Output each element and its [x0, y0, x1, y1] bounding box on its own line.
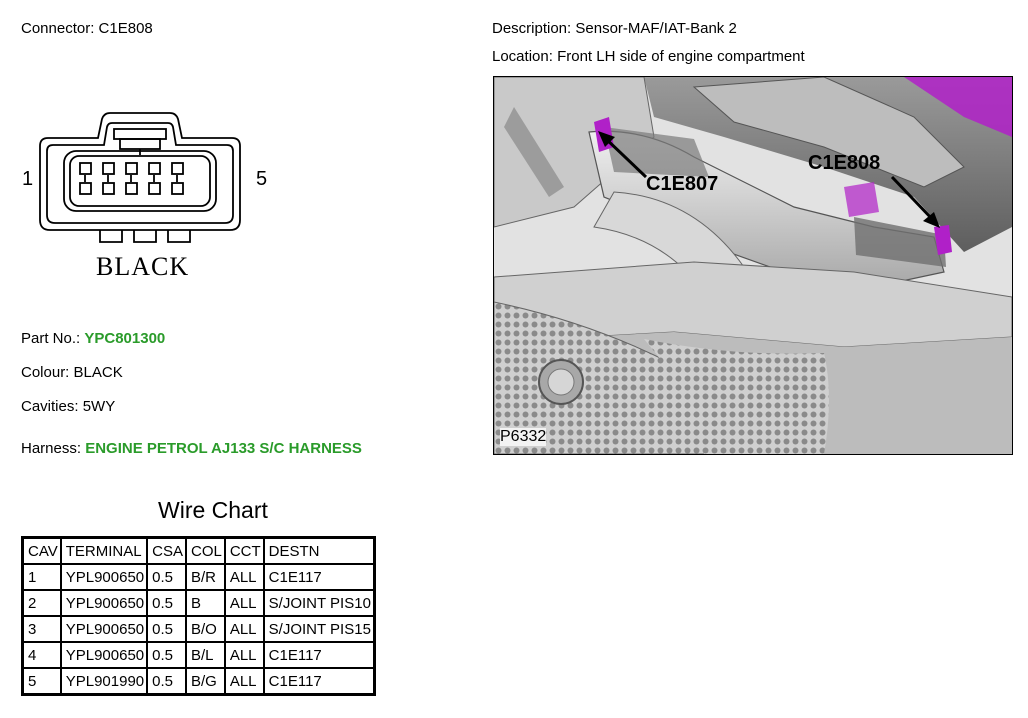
callout-c1e808: C1E808: [808, 152, 881, 174]
cell-csa: 0.5: [147, 616, 186, 642]
cell-terminal: YPL900650: [61, 564, 147, 590]
cell-col: B/R: [186, 564, 225, 590]
cell-csa: 0.5: [147, 642, 186, 668]
header-destn: DESTN: [264, 538, 375, 565]
callout-c1e807: C1E807: [646, 173, 719, 195]
cavities-line: [21, 398, 115, 415]
table-row: [23, 642, 375, 668]
part-label: Part No.:: [21, 330, 81, 347]
cell-cct: ALL: [225, 616, 264, 642]
harness-label: Harness:: [21, 440, 82, 457]
cell-csa: 0.5: [147, 564, 186, 590]
table-row: [23, 668, 375, 695]
location-value: Front LH side of engine compartment: [557, 48, 805, 65]
photo-reference: P6332: [500, 428, 547, 445]
cell-cct: ALL: [225, 668, 264, 695]
cell-col: B: [186, 590, 225, 616]
header-terminal: TERMINAL: [61, 538, 147, 565]
connector-face-diagram: [30, 105, 250, 250]
header-cct: CCT: [225, 538, 264, 565]
cell-terminal: YPL901990: [61, 668, 147, 695]
connector-label: Connector:: [21, 20, 95, 37]
header-csa: CSA: [147, 538, 186, 565]
part-number-line: [21, 330, 165, 347]
pin-4: [149, 163, 160, 174]
location-label: Location:: [492, 48, 553, 65]
description-value: Sensor-MAF/IAT-Bank 2: [575, 20, 737, 37]
connector-value: C1E808: [98, 20, 153, 37]
harness-line: [21, 440, 362, 457]
location-line: [492, 48, 805, 65]
bottom-rib-left: [100, 230, 122, 242]
cell-cct: ALL: [225, 590, 264, 616]
cell-cct: ALL: [225, 642, 264, 668]
part-value: YPC801300: [84, 330, 166, 347]
table-row: [23, 564, 375, 590]
colour-value: BLACK: [73, 364, 123, 381]
cell-csa: 0.5: [147, 590, 186, 616]
cell-destn: C1E117: [264, 668, 375, 695]
bottom-rib-right: [168, 230, 190, 242]
wire-chart-title: Wire Chart: [158, 497, 268, 523]
cell-col: B/G: [186, 668, 225, 695]
connector-pin-block: [64, 151, 216, 211]
connector-line: [21, 20, 153, 37]
pin-number-first: 1: [22, 168, 34, 190]
cell-csa: 0.5: [147, 668, 186, 695]
cell-terminal: YPL900650: [61, 642, 147, 668]
cell-destn: C1E117: [264, 642, 375, 668]
cell-cav: 2: [23, 590, 61, 616]
engine-bay-illustration: [494, 77, 1012, 454]
bottom-rib-mid: [134, 230, 156, 242]
table-row: [23, 590, 375, 616]
wire-chart-header-row: [23, 538, 375, 565]
description-label: Description:: [492, 20, 572, 37]
header-cav: CAV: [23, 538, 61, 565]
cell-terminal: YPL900650: [61, 590, 147, 616]
header-col: COL: [186, 538, 225, 565]
cell-cav: 5: [23, 668, 61, 695]
location-photo: [493, 76, 1013, 455]
pin-number-last: 5: [256, 168, 268, 190]
cavities-value: 5WY: [82, 398, 116, 415]
colour-line: [21, 364, 123, 381]
diagram-colour-label: BLACK: [96, 252, 190, 281]
cell-cct: ALL: [225, 564, 264, 590]
pin-2: [103, 163, 114, 174]
latch-tab: [114, 129, 166, 139]
pin-1: [80, 163, 91, 174]
cell-cav: 1: [23, 564, 61, 590]
cell-cav: 4: [23, 642, 61, 668]
cell-col: B/O: [186, 616, 225, 642]
cavities-label: Cavities:: [21, 398, 79, 415]
harness-value: ENGINE PETROL AJ133 S/C HARNESS: [85, 440, 362, 457]
description-line: [492, 20, 737, 37]
cell-destn: S/JOINT PIS10: [264, 590, 375, 616]
pin-3: [126, 163, 137, 174]
table-row: [23, 616, 375, 642]
cell-col: B/L: [186, 642, 225, 668]
pin-5: [172, 163, 183, 174]
wire-chart-table: [21, 536, 376, 696]
cell-cav: 3: [23, 616, 61, 642]
colour-label: Colour:: [21, 364, 70, 381]
cell-destn: C1E117: [264, 564, 375, 590]
cell-terminal: YPL900650: [61, 616, 147, 642]
latch-tab-inner: [120, 139, 160, 149]
cell-destn: S/JOINT PIS15: [264, 616, 375, 642]
